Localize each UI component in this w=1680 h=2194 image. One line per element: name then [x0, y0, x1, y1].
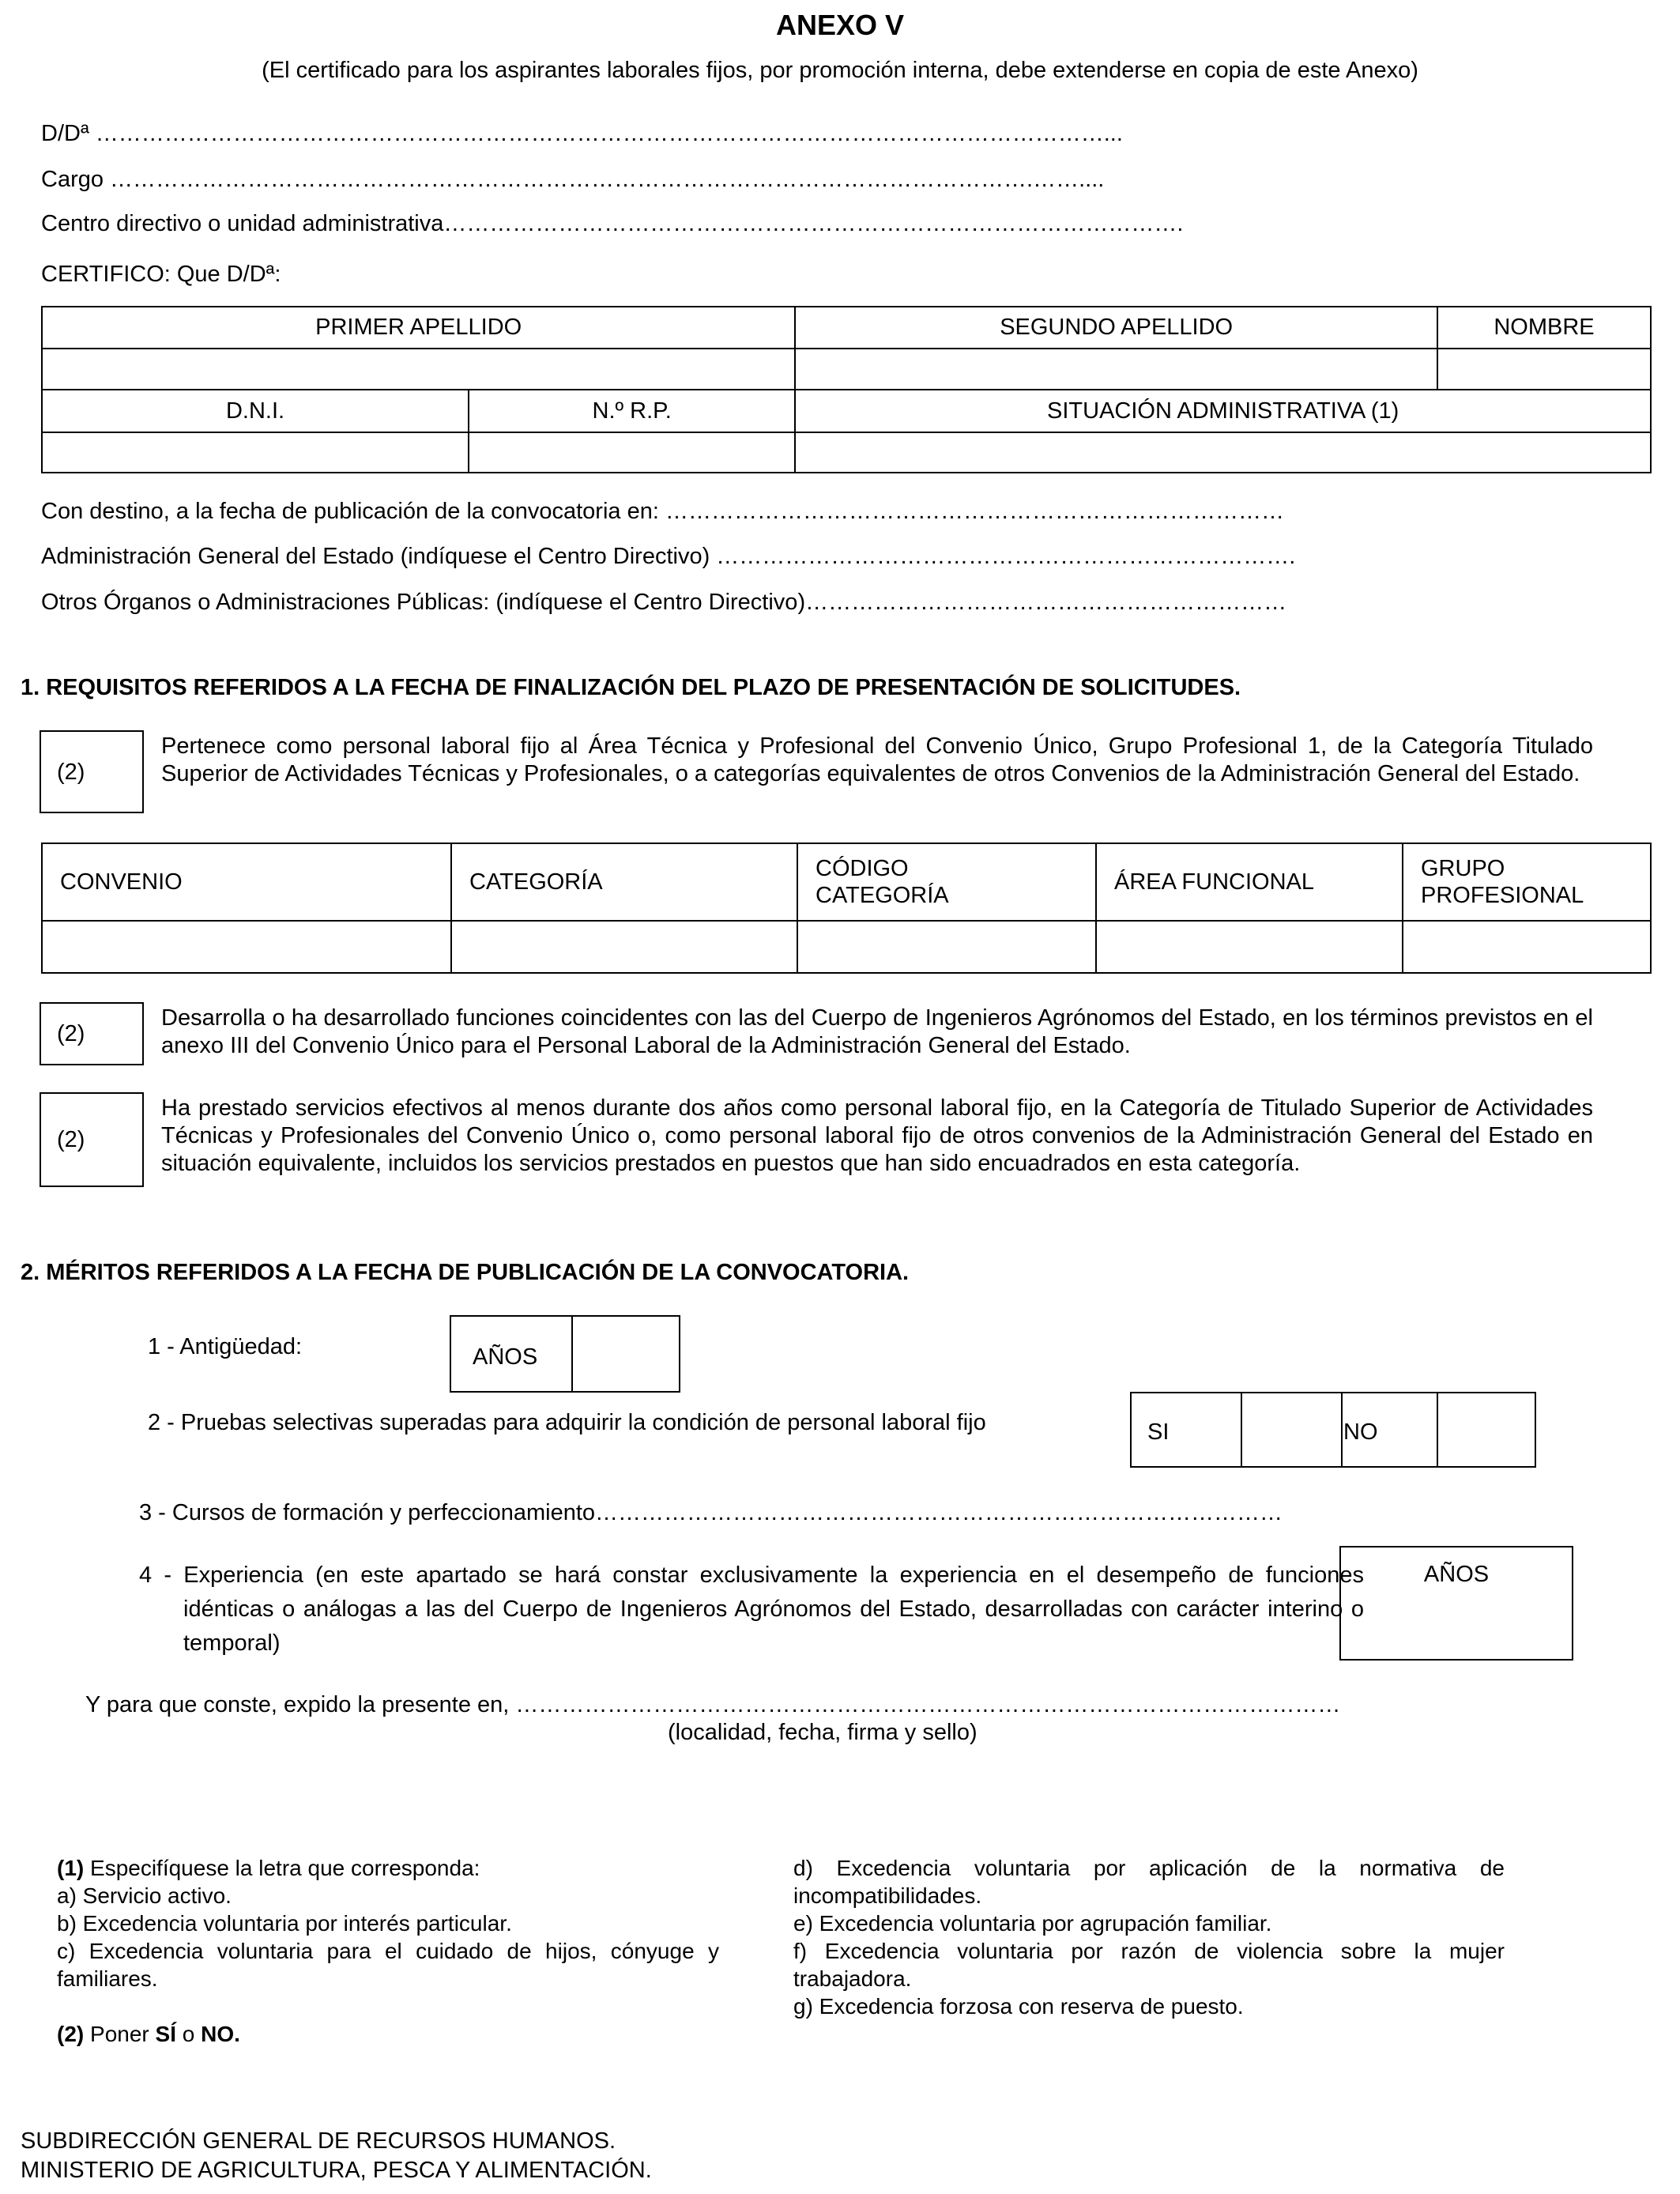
note2-si: SÍ — [155, 2022, 176, 2046]
certifico-label: CERTIFICO: Que D/Dª: — [41, 262, 281, 287]
page-subtitle: (El certificado para los aspirantes laborales fijos, por promoción interna, debe extenderse en copia de este Anexo) — [262, 58, 1418, 83]
notes-left — [57, 1854, 719, 2048]
cargo-field[interactable]: Cargo ………………………………………………………………………………………………………….…….... — [41, 167, 1105, 192]
pruebas-divider-3 — [1437, 1392, 1438, 1468]
dni-cell[interactable] — [42, 432, 469, 473]
codigo-categoria-cell[interactable] — [797, 921, 1096, 973]
pruebas-box[interactable] — [1130, 1392, 1536, 1468]
section1-heading: 1. REQUISITOS REFERIDOS A LA FECHA DE FINALIZACIÓN DEL PLAZO DE PRESENTACIÓN DE SOLICITUDES. — [21, 675, 1241, 700]
experiencia-text: 4 - Experiencia (en este apartado se hará constar exclusivamente la experiencia en el desempeño de funciones idénticas o análogas a las del Cuerpo de Ingenieros Agrónomos del Estado, desarrolladas con carácter interino o temporal) — [139, 1563, 1364, 1656]
note-g: g) Excedencia forzosa con reserva de puesto. — [793, 1994, 1244, 2019]
antiguedad-divider — [571, 1315, 573, 1393]
note2 — [57, 2020, 719, 2048]
req2-mark: (2) — [57, 1021, 85, 1046]
categoria-cell[interactable] — [451, 921, 797, 973]
page-title: ANEXO V — [775, 9, 905, 41]
note2-text: Poner — [84, 2022, 156, 2046]
note2-label: (2) — [57, 2022, 85, 2046]
note2-o: o — [175, 2022, 202, 2046]
antiguedad-anos-label: AÑOS — [473, 1344, 538, 1370]
req2-text: Desarrolla o ha desarrollado funciones coincidentes con las del Cuerpo de Ingenieros Agrónomos del Estado, en los términos previstos en el anexo III del Convenio Único para el Personal Laboral de la Administración General del Estado. — [161, 1005, 1593, 1058]
req1-text: Pertenece como personal laboral fijo al Área Técnica y Profesional del Convenio Único, Grupo Profesional 1, de la Categoría Titulado Superior de Actividades Técnicas y Profesionales, o a categorías equivalentes de otros Convenios de la Administración General del Estado. — [161, 733, 1593, 786]
nrp-cell[interactable] — [469, 432, 795, 473]
note-a: a) Servicio activo. — [57, 1883, 232, 1908]
convenio-cell[interactable] — [42, 921, 451, 973]
area-funcional-header: ÁREA FUNCIONAL — [1096, 843, 1403, 921]
req1-checkbox[interactable] — [40, 730, 144, 813]
note-f: f) Excedencia voluntaria por razón de violencia sobre la mujer trabajadora. — [793, 1939, 1505, 1991]
nrp-header: N.º R.P. — [469, 390, 795, 432]
grupo-label: GRUPO — [1421, 856, 1505, 881]
antiguedad-label: 1 - Antigüedad: — [148, 1334, 303, 1359]
centro-field[interactable]: Centro directivo o unidad administrativa……………………………………………………………………………………. — [41, 211, 1184, 236]
experiencia-anos-label: AÑOS — [1423, 1562, 1490, 1587]
si-label: SI — [1147, 1419, 1170, 1445]
grupo-profesional-cell[interactable] — [1403, 921, 1651, 973]
situacion-cell[interactable] — [795, 432, 1651, 473]
pruebas-divider-1 — [1241, 1392, 1242, 1468]
nombre-header: NOMBRE — [1437, 307, 1651, 349]
pruebas-label: 2 - Pruebas selectivas superadas para adquirir la condición de personal laboral fijo — [148, 1410, 986, 1435]
segundo-apellido-cell[interactable] — [795, 349, 1437, 390]
otros-organos-line[interactable]: Otros Órganos o Administraciones Públicas: (indíquese el Centro Directivo)……………………………………………………… — [41, 590, 1287, 615]
segundo-apellido-header: SEGUNDO APELLIDO — [795, 307, 1437, 349]
note1 — [57, 1854, 719, 1882]
note-b: b) Excedencia voluntaria por interés particular. — [57, 1911, 512, 1936]
note-d: d) Excedencia voluntaria por aplicación de la normativa de incompatibilidades. — [793, 1856, 1505, 1908]
codigo-categoria-label: CATEGORÍA — [816, 883, 949, 908]
dni-header: D.N.I. — [42, 390, 469, 432]
no-label: NO — [1343, 1419, 1378, 1445]
profesional-label: PROFESIONAL — [1421, 883, 1584, 908]
expido-sub: (localidad, fecha, firma y sello) — [668, 1720, 977, 1745]
footer-subdireccion: SUBDIRECCIÓN GENERAL DE RECURSOS HUMANOS. — [21, 2128, 616, 2154]
section2-heading: 2. MÉRITOS REFERIDOS A LA FECHA DE PUBLICACIÓN DE LA CONVOCATORIA. — [21, 1260, 910, 1285]
note-e: e) Excedencia voluntaria por agrupación familiar. — [793, 1911, 1272, 1936]
expido-line[interactable]: Y para que conste, expido la presente en, ……………………………………………………………………………………………… — [85, 1692, 1341, 1717]
note1-label: (1) — [57, 1856, 85, 1880]
age-line[interactable]: Administración General del Estado (indíquese el Centro Directivo) …………………………………………………………………. — [41, 544, 1296, 569]
pruebas-divider-2 — [1341, 1392, 1343, 1468]
area-funcional-cell[interactable] — [1096, 921, 1403, 973]
categoria-header: CATEGORÍA — [451, 843, 797, 921]
dda-field[interactable]: D/Dª ……………………………………………………………………………………………………………………... — [41, 121, 1123, 146]
situacion-header: SITUACIÓN ADMINISTRATIVA (1) — [795, 390, 1651, 432]
convenio-table — [41, 843, 1652, 974]
notes-right — [793, 1854, 1505, 2020]
footer-ministerio: MINISTERIO DE AGRICULTURA, PESCA Y ALIMENTACIÓN. — [21, 2158, 652, 2183]
note1-text: Especifíquese la letra que corresponda: — [84, 1856, 480, 1880]
primer-apellido-cell[interactable] — [42, 349, 795, 390]
person-table — [41, 306, 1652, 473]
note-c: c) Excedencia voluntaria para el cuidado de hijos, cónyuge y familiares. — [57, 1939, 719, 1991]
note2-no: NO. — [201, 2022, 240, 2046]
primer-apellido-header: PRIMER APELLIDO — [42, 307, 795, 349]
destino-line[interactable]: Con destino, a la fecha de publicación de la convocatoria en: ……………………………………………………………………… — [41, 499, 1284, 524]
grupo-profesional-header — [1403, 843, 1651, 921]
req2-checkbox[interactable] — [40, 1002, 144, 1065]
req1-mark: (2) — [57, 760, 85, 785]
req3-text: Ha prestado servicios efectivos al menos durante dos años como personal laboral fijo, en la Categoría de Titulado Superior de Actividades Técnicas y Profesionales del Convenio Único o, como personal laboral fijo de otros convenios de la Administración General del Estado en situación equivalente, incluidos los servicios prestados en puestos que han sido encuadrados en esta categoría. — [161, 1095, 1593, 1176]
cursos-line[interactable]: 3 - Cursos de formación y perfeccionamiento……………………………………………………………………………… — [139, 1500, 1283, 1525]
req3-checkbox[interactable] — [40, 1092, 144, 1187]
req3-mark: (2) — [57, 1127, 85, 1152]
codigo-label: CÓDIGO — [816, 856, 909, 881]
nombre-cell[interactable] — [1437, 349, 1651, 390]
codigo-categoria-header — [797, 843, 1096, 921]
convenio-header: CONVENIO — [42, 843, 451, 921]
